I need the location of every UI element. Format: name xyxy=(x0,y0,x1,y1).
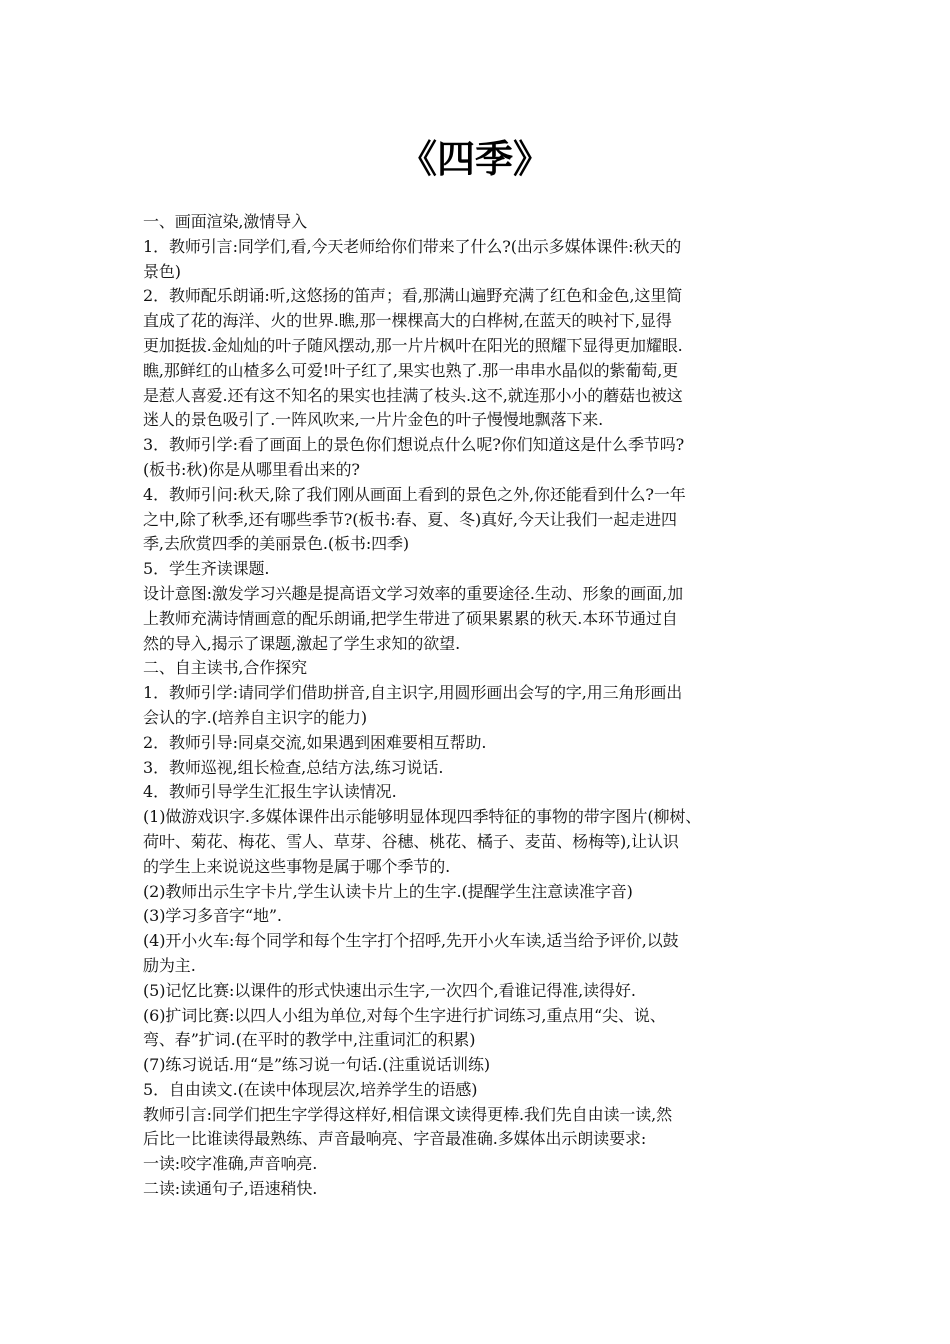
text-line: 是惹人喜爱.还有这不知名的果实也挂满了枝头.这不,就连那小小的蘑菇也被这 xyxy=(143,385,683,405)
text-line: 荷叶、菊花、梅花、雪人、草芽、谷穗、桃花、橘子、麦苗、杨梅等),让认识 xyxy=(143,831,679,851)
text-line: 设计意图:激发学习兴趣是提高语文学习效率的重要途径.生动、形象的画面,加 xyxy=(143,583,683,603)
text-line: 一读:咬字准确,声音响亮. xyxy=(143,1154,318,1174)
text-line: 4．教师引问:秋天,除了我们刚从画面上看到的景色之外,你还能看到什么?一年 xyxy=(143,484,686,504)
text-line: 之中,除了秋季,还有哪些季节?(板书:春、夏、冬)真好,今天让我们一起走进四 xyxy=(143,509,677,529)
text-line: 5．自由读文.(在读中体现层次,培养学生的语感) xyxy=(143,1079,478,1099)
text-line: 1．教师引学:请同学们借助拼音,自主识字,用圆形画出会写的字,用三角形画出 xyxy=(143,683,683,703)
text-line: 后比一比谁读得最熟练、声音最响亮、字音最准确.多媒体出示朗读要求: xyxy=(143,1129,647,1149)
text-line: 直成了花的海洋、火的世界.瞧,那一棵棵高大的白桦树,在蓝天的映衬下,显得 xyxy=(143,311,672,331)
text-line: 1．教师引言:同学们,看,今天老师给你们带来了什么?(出示多媒体课件:秋天的 xyxy=(143,236,682,256)
text-line: (4)开小火车:每个同学和每个生字打个招呼,先开小火车读,适当给予评价,以鼓 xyxy=(143,931,679,951)
text-line: 弯、春”扩词.(在平时的教学中,注重词汇的积累) xyxy=(143,1030,476,1050)
text-line: (板书:秋)你是从哪里看出来的? xyxy=(143,459,360,479)
text-line: 一、画面渲染,激情导入 xyxy=(143,212,307,231)
text-line: 会认的字.(培养自主识字的能力) xyxy=(143,707,367,727)
text-line: 迷人的景色吸引了.一阵风吹来,一片片金色的叶子慢慢地飘落下来. xyxy=(143,410,604,430)
text-line: 励为主. xyxy=(143,955,196,975)
text-line: 景色) xyxy=(143,261,181,281)
text-line: (6)扩词比赛:以四人小组为单位,对每个生字进行扩词练习,重点用“尖、说、 xyxy=(143,1005,666,1025)
text-line: (7)练习说话.用“是”练习说一句话.(注重说话训练) xyxy=(143,1055,490,1075)
text-line: 4．教师引导学生汇报生字认读情况. xyxy=(143,782,397,802)
text-line: 3．教师巡视,组长检查,总结方法,练习说话. xyxy=(143,757,444,777)
text-line: 瞧,那鲜红的山楂多么可爱!叶子红了,果实也熟了.那一串串水晶似的紫葡萄,更 xyxy=(143,360,679,380)
text-line: 然的导入,揭示了课题,激起了学生求知的欲望. xyxy=(143,633,461,653)
text-line: 上教师充满诗情画意的配乐朗诵,把学生带进了硕果累累的秋天.本环节通过自 xyxy=(143,608,678,628)
text-line: (5)记忆比赛:以课件的形式快速出示生字,一次四个,看谁记得准,读得好. xyxy=(143,980,636,1000)
document-title: 《四季》 xyxy=(398,136,551,181)
text-line: 二、自主读书,合作探究 xyxy=(143,658,307,678)
text-line: 季,去欣赏四季的美丽景色.(板书:四季) xyxy=(143,534,410,554)
text-line: (3)学习多音字“地”. xyxy=(143,906,282,926)
text-line: 5．学生齐读课题. xyxy=(143,559,270,579)
text-line: 3．教师引学:看了画面上的景色你们想说点什么呢?你们知道这是什么季节吗? xyxy=(143,435,685,455)
text-line: 2．教师引导:同桌交流,如果遇到困难要相互帮助. xyxy=(143,732,487,752)
text-line: 更加挺拔.金灿灿的叶子随风摆动,那一片片枫叶在阳光的照耀下显得更加耀眼. xyxy=(143,335,683,355)
text-line: 教师引言:同学们把生字学得这样好,相信课文读得更棒.我们先自由读一读,然 xyxy=(143,1104,673,1124)
text-line: 2．教师配乐朗诵:听,这悠扬的笛声；看,那满山遍野充满了红色和金色,这里简 xyxy=(143,286,683,306)
text-line: 的学生上来说说这些事物是属于哪个季节的. xyxy=(143,856,451,876)
text-line: (2)教师出示生字卡片,学生认读卡片上的生字.(提醒学生注意读准字音) xyxy=(143,881,633,901)
text-line: 二读:读通句子,语速稍快. xyxy=(143,1179,318,1199)
text-line: (1)做游戏识字.多媒体课件出示能够明显体现四季特征的事物的带字图片(柳树、 xyxy=(143,807,702,827)
document-body xyxy=(143,210,818,1202)
